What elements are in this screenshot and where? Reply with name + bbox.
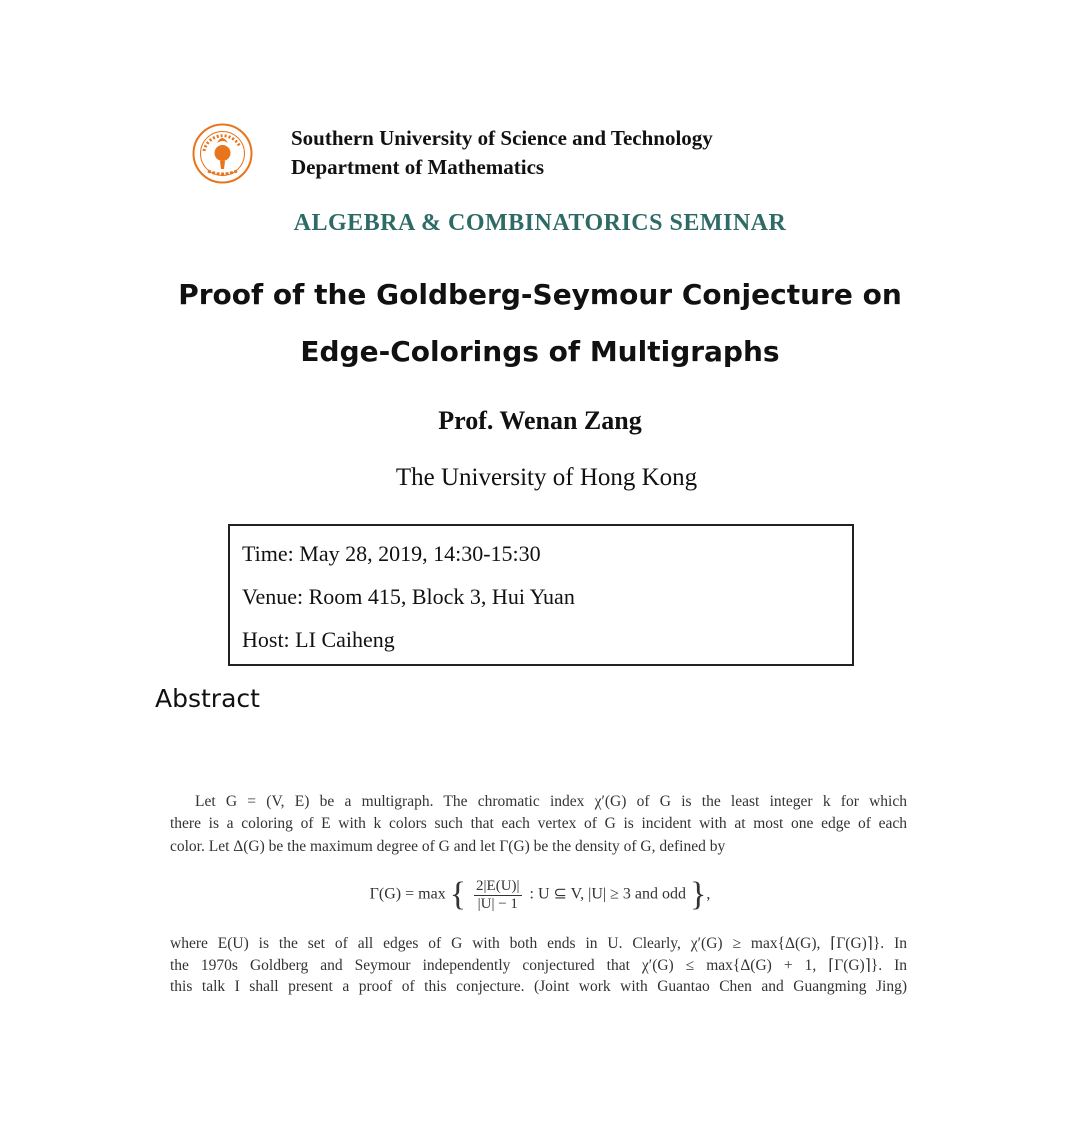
event-time: Time: May 28, 2019, 14:30-15:30	[242, 541, 541, 566]
department-name: Department of Mathematics	[291, 155, 545, 179]
abstract-line-2: there is a coloring of E with k colors such that each vertex of G is incident with at most one edge of each	[170, 815, 907, 832]
university-name: Southern University of Science and Technology	[291, 126, 713, 150]
density-formula	[0, 876, 1080, 914]
formula-rhs: : U ⊆ V, |U| ≥ 3 and odd	[529, 885, 686, 903]
formula-comma: ,	[706, 885, 711, 903]
abstract-line-5: the 1970s Goldberg and Seymour independently conjectured that χ′(G) ≤ max{Δ(G) + 1, ⌈Γ(G)⌉}. In	[170, 957, 907, 974]
talk-title-line-1: Proof of the Goldberg-Seymour Conjecture on	[178, 278, 902, 311]
abstract-line-4: where E(U) is the set of all edges of G with both ends in U. Clearly, χ′(G) ≥ max{Δ(G), ⌈Γ(G)⌉}. In	[170, 935, 907, 952]
right-brace: }	[689, 876, 707, 913]
talk-title-line-2: Edge-Colorings of Multigraphs	[300, 335, 780, 368]
formula-fraction	[474, 878, 522, 913]
event-host: Host: LI Caiheng	[242, 627, 395, 652]
abstract-heading: Abstract	[155, 684, 260, 713]
seminar-series-title: ALGEBRA & COMBINATORICS SEMINAR	[293, 210, 787, 236]
event-venue: Venue: Room 415, Block 3, Hui Yuan	[242, 584, 575, 609]
speaker-affiliation: The University of Hong Kong	[395, 464, 698, 491]
speaker-name: Prof. Wenan Zang	[438, 406, 642, 435]
abstract-line-3: color. Let Δ(G) be the maximum degree of G and let Γ(G) be the density of G, defined by	[170, 838, 726, 855]
abstract-line-6: this talk I shall present a proof of this conjecture. (Joint work with Guantao Chen and Guangming Jing)	[170, 978, 907, 995]
formula-lhs: Γ(G) = max	[369, 885, 446, 903]
left-brace: {	[449, 876, 467, 913]
university-logo	[192, 123, 253, 184]
formula-numerator: 2|E(U)|	[476, 877, 520, 894]
abstract-line-1: Let G = (V, E) be a multigraph. The chromatic index χ′(G) of G is the least integer k for which	[195, 793, 907, 810]
formula-denominator: |U| − 1	[477, 895, 518, 912]
